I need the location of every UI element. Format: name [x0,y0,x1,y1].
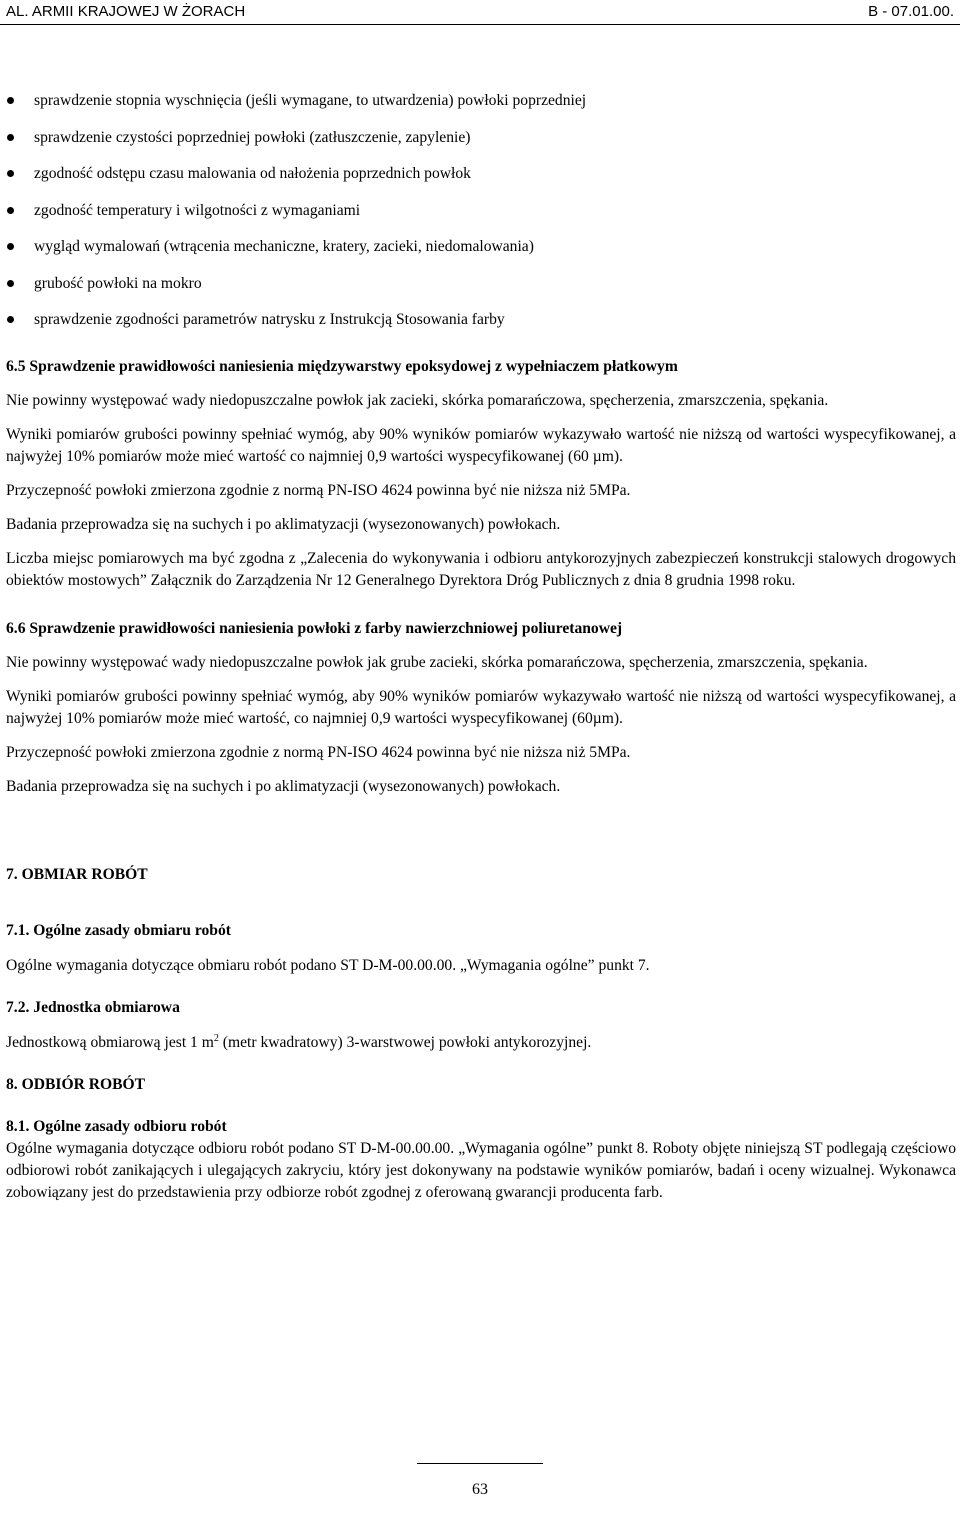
bullet-icon [7,134,14,141]
bullet-icon [7,207,14,214]
bullet-icon [7,97,14,104]
bullet-icon [7,243,14,250]
section-heading-7-1: 7.1. Ogólne zasady obmiaru robót [6,921,231,939]
paragraph: Ogólne wymagania dotyczące odbioru robót podano ST D-M-00.00.00. „Wymagania ogólne” punkt 8. Roboty objęte niniejszą ST podlegają częściowo odbiorowi robót zanikających i ulegających zakryciu, który jest dokonywany na podstawie wyników pomiarów, badań i oceny wizualnej. Wykonawca zobowiązany jest do przedstawienia przy odbiorze robót zgodnej z oferowaną gwarancji producenta farb. [6,1139,956,1201]
list-item: zgodność odstępu czasu malowania od nałożenia poprzednich powłok [6,163,956,200]
list-item: grubość powłoki na mokro [6,273,956,310]
paragraph: Badania przeprowadza się na suchych i po aklimatyzacji (wysezonowanych) powłokach. [6,515,561,533]
checklist [6,90,956,346]
list-item: sprawdzenie stopnia wyschnięcia (jeśli wymagane, to utwardzenia) powłoki poprzedniej [6,90,956,127]
page-header [0,0,960,26]
paragraph: Ogólne wymagania dotyczące obmiaru robót podano ST D-M-00.00.00. „Wymagania ogólne” punkt 7. [6,956,650,974]
paragraph: Nie powinny występować wady niedopuszczalne powłok jak zacieki, skórka pomarańczowa, spęcherzenia, zmarszczenia, spękania. [6,391,829,409]
section-heading-6-5: 6.5 Sprawdzenie prawidłowości naniesienia międzywarstwy epoksydowej z wypełniaczem płatkowym [6,357,678,375]
header-title: AL. ARMII KRAJOWEJ W ŻORACH [6,3,246,20]
list-item: wygląd wymalowań (wtrącenia mechaniczne, kratery, zacieki, niedomalowania) [6,236,956,273]
list-item: sprawdzenie czystości poprzedniej powłoki (zatłuszczenie, zapylenie) [6,127,956,164]
paragraph: Przyczepność powłoki zmierzona zgodnie z normą PN-ISO 4624 powinna być nie niższa niż 5MPa. [6,743,631,761]
section-heading-8: 8. ODBIÓR ROBÓT [6,1075,146,1093]
page-number: 63 [472,1481,488,1498]
header-spec-code: B - 07.01.00. [868,3,954,20]
bullet-icon [7,280,14,287]
paragraph: Przyczepność powłoki zmierzona zgodnie z normą PN-ISO 4624 powinna być nie niższa niż 5MPa. [6,481,631,499]
paragraph: Nie powinny występować wady niedopuszczalne powłok jak grube zacieki, skórka pomarańczowa, spęcherzenia, zmarszczenia, spękania. [6,653,868,671]
paragraph: Wyniki pomiarów grubości powinny spełniać wymóg, aby 90% wyników pomiarów wykazywało wartość nie niższą od wartości wyspecyfikowanej, a najwyżej 10% pomiarów może mieć wartość, co najmniej 0,9 wartości wyspecyfikowanej (60µm). [6,687,956,727]
header-rule [0,24,960,25]
bullet-icon [7,316,14,323]
page-footer [0,1481,960,1499]
paragraph: Badania przeprowadza się na suchych i po aklimatyzacji (wysezonowanych) powłokach. [6,777,561,795]
list-item: sprawdzenie zgodności parametrów natrysku z Instrukcją Stosowania farby [6,309,956,346]
paragraph: Liczba miejsc pomiarowych ma być zgodna z „Zalecenia do wykonywania i odbioru antykorozyjnych zabezpieczeń konstrukcji stalowych drogowych obiektów mostowych” Załącznik do Zarządzenia Nr 12 Generalnego Dyrektora Dróg Publicznych z dnia 8 grudnia 1998 roku. [6,549,956,589]
list-item: zgodność temperatury i wilgotności z wymaganiami [6,200,956,237]
paragraph: Wyniki pomiarów grubości powinny spełniać wymóg, aby 90% wyników pomiarów wykazywało wartość nie niższą od wartości wyspecyfikowanej, a najwyżej 10% pomiarów może mieć wartość co najmniej 0,9 wartości wyspecyfikowanej (60 µm). [6,425,956,465]
footer-rule [417,1463,543,1464]
document-body [6,90,956,1204]
bullet-icon [7,170,14,177]
paragraph: Jednostkową obmiarową jest 1 $m^2$ (metr kwadratowy) 3-warstwowej powłoki antykorozyjnej. [6,1032,592,1051]
section-heading-6-6: 6.6 Sprawdzenie prawidłowości naniesienia powłoki z farby nawierzchniowej poliuretanowej [6,619,623,637]
section-heading-8-1: 8.1. Ogólne zasady odbioru robót [6,1117,227,1135]
section-heading-7-2: 7.2. Jednostka obmiarowa [6,998,180,1016]
section-heading-7: 7. OBMIAR ROBÓT [6,865,148,883]
